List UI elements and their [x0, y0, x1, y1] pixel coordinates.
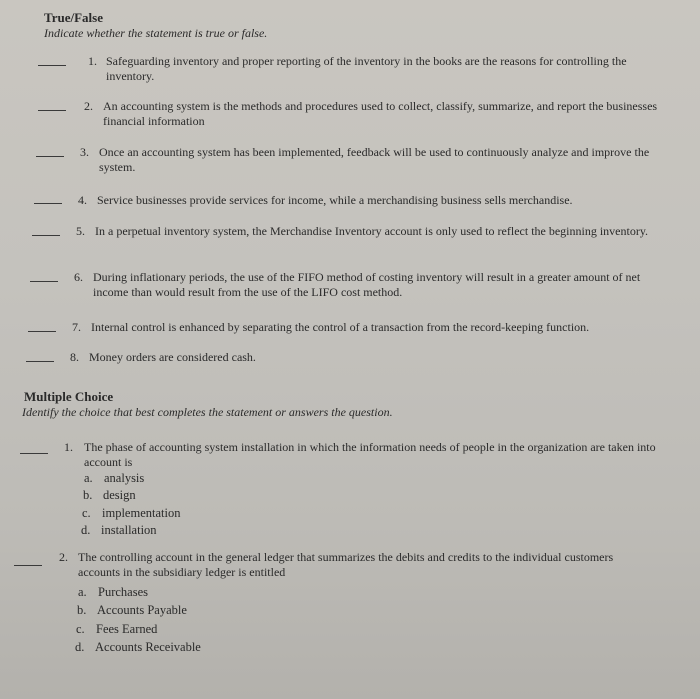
tf-title: True/False: [44, 10, 103, 25]
question-number: 4.: [78, 193, 87, 207]
option-letter: c.: [76, 622, 85, 636]
option-text: implementation: [102, 506, 181, 520]
question-text: Service businesses provide services for income, while a merchandising business sells merchandise.: [97, 193, 573, 207]
tf-instructions: Indicate whether the statement is true or false.: [44, 26, 268, 40]
answer-blank[interactable]: [28, 331, 56, 332]
question-text: Internal control is enhanced by separating the control of a transaction from the record-keeping function.: [91, 320, 590, 334]
option-text: Fees Earned: [96, 622, 158, 636]
option-a[interactable]: [78, 584, 148, 601]
question-number: 1.: [88, 54, 97, 68]
answer-blank[interactable]: [34, 203, 62, 204]
answer-blank[interactable]: [38, 65, 66, 66]
question-text: The controlling account in the general ledger that summarizes the debits and credits to the individual customers accounts in the subsidiary ledger is entitled: [78, 550, 614, 579]
option-letter: a.: [84, 471, 93, 485]
answer-blank[interactable]: [26, 361, 54, 362]
question-number: 2.: [59, 550, 68, 564]
question-number: 3.: [80, 145, 89, 159]
answer-blank[interactable]: [36, 156, 64, 157]
option-text: Accounts Payable: [97, 603, 187, 617]
option-letter: c.: [82, 506, 91, 520]
option-a[interactable]: [84, 470, 144, 487]
option-text: Purchases: [98, 585, 148, 599]
mc-instructions: Identify the choice that best completes the statement or answers the question.: [22, 405, 393, 419]
question-text: In a perpetual inventory system, the Merchandise Inventory account is only used to reflect the beginning inventory.: [95, 224, 649, 238]
option-text: Accounts Receivable: [95, 640, 201, 654]
option-d[interactable]: [75, 639, 201, 656]
option-b[interactable]: [77, 602, 187, 619]
question-number: 2.: [84, 99, 93, 113]
question-number: 5.: [76, 224, 85, 238]
question-number: 6.: [74, 270, 83, 284]
answer-blank[interactable]: [38, 110, 66, 111]
option-letter: b.: [77, 603, 87, 617]
answer-blank[interactable]: [20, 453, 48, 454]
question-text: Safeguarding inventory and proper reporting of the inventory in the books are the reasons for controlling the inventory.: [106, 54, 627, 83]
answer-blank[interactable]: [32, 235, 60, 236]
question-number: 1.: [64, 440, 73, 454]
question-text: Money orders are considered cash.: [89, 350, 256, 364]
option-c[interactable]: [82, 505, 180, 522]
option-text: design: [103, 488, 136, 502]
answer-blank[interactable]: [14, 565, 42, 566]
question-text: During inflationary periods, the use of the FIFO method of costing inventory will result in a greater amount of net income than would result from the use of the LIFO cost method.: [93, 270, 641, 299]
question-text: An accounting system is the methods and procedures used to collect, classify, summarize, and report the businesses financial information: [103, 99, 658, 128]
option-letter: b.: [83, 488, 93, 502]
question-text: The phase of accounting system installation in which the information needs of people in the organization are taken into account is: [84, 440, 656, 469]
mc-title: Multiple Choice: [24, 389, 114, 404]
answer-blank[interactable]: [30, 281, 58, 282]
option-b[interactable]: [83, 487, 136, 504]
option-letter: d.: [81, 523, 91, 537]
option-c[interactable]: [76, 621, 157, 638]
question-number: 8.: [70, 350, 79, 364]
option-d[interactable]: [81, 522, 157, 539]
option-text: installation: [101, 523, 157, 537]
question-text: Once an accounting system has been implemented, feedback will be used to continuously analyze and improve the system.: [99, 145, 650, 174]
question-number: 7.: [72, 320, 81, 334]
option-letter: d.: [75, 640, 85, 654]
option-text: analysis: [104, 471, 145, 485]
option-letter: a.: [78, 585, 87, 599]
